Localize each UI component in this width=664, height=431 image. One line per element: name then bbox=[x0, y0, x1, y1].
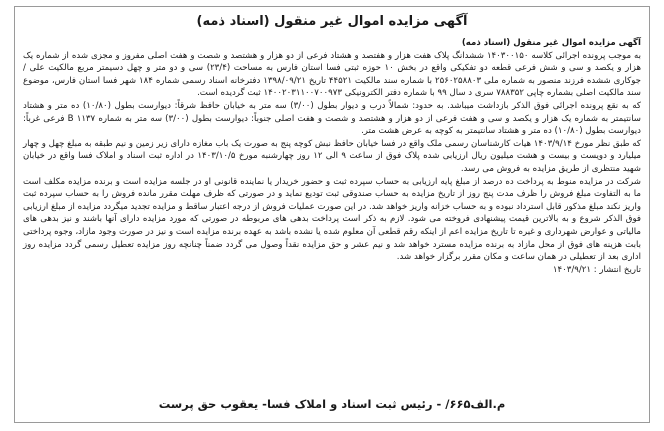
reference-code: /۶۶۵م.الف bbox=[445, 397, 506, 411]
paragraph-appraisal: که طبق نظر مورخ ۱۴۰۳/۹/۱۴ هیات کارشناسان رسمی ملک واقع در فسا خیابان حافظ نبش کوچه پنج به صورت یک باب مغازه دارای زیر زمین و نیم طبقه به مبلغ چهل و چهار میلیارد و دویست و بیست و هشت میلیون ریال ارزیابی شده پلاک فوق از ساعت ۹ الی ۱۲ روز چهارشنبه مورخ ۱۴۰۳/۱۰/۵ در اداره ثبت اسناد و املاک فسا واقع در خیابان شهید منتظری از طریق مزایده به فروش می رسد. bbox=[23, 138, 642, 174]
paragraph-boundaries: که به نقع پرونده اجرائی فوق الذکر بازداشت میباشد. به حدود: شمالاً درب و دیوار بطول (۳/۰۰) سه متر به خیابان حافظ شرقاً: دیوارست بطول (۱۰/۸۰) ده متر و هشتاد سانتیمتر به شماره یک هزار و یکصد و سی و هفت فرعی از دو هزار و هشتصد و شصت و هفت اصلی جنوباً: دیوارست بطول (۳/۰۰) سه متر به شماره ۱۱۳۷ B فرعی غرباً: دیوارست بطول (۱۰/۸۰) ده متر و هشتاد سانتیمتر به کوچه به عرض هشت متر. bbox=[23, 100, 642, 137]
notice-frame bbox=[14, 6, 650, 423]
notice-heading: آگهی مزایده اموال غیر منقول (اسناد ذمه) bbox=[461, 38, 641, 48]
paragraph-property-description: به موجب پرونده اجرائی کلاسه ۱۴۰۳۰۰۱۵۰ ششدانگ پلاک هفت هزار و هفتصد و هشتاد فرعی از دو هزار و هشتصد و شصت و هفت اصلی مفروز و مجزی شده از شماره یک هزار و یکصد و سی و شش فرعی قطعه دو تفکیکی واقع در بخش ۱۰ حوزه ثبتی فسا استان فارس به مساحت (۲۳/۴) سی و دو متر و چهل دسیمتر مربع مالکیت علی / جوکاری ششده فرزند منصور به شماره ملی ۲۵۶۰۲۵۸۸۰۳ با شماره سند مالکیت ۴۴۵۲۱ تاریخ ۱۳۹۸/۰۹/۲۱ دفترخانه اسناد رسمی شماره ۱۸۴ شهر فسا استان فارس، موضوع سند مالکیت اصلی بشماره چاپی ۷۸۸۳۵۲ سری د سال ۹۹ با شماره دفتر الکترونیکی ۱۴۰۰۲۰۳۱۱۰۰۷۰۰۹۷۳ ثبت گردیده است. bbox=[23, 50, 641, 99]
publication-date: تاریخ انتشار : ۱۴۰۳/۹/۲۱ bbox=[552, 264, 641, 275]
signature-line bbox=[23, 396, 641, 416]
paragraph-terms: شرکت در مزایده منوط به پرداخت ده درصد از مبلغ پایه ارزیابی به حساب سپرده ثبت و حضور خریدار یا نماینده قانونی او در جلسه مزایده است و برنده مزایده مکلف است ما به التفاوت مبلغ فروش را ظرف مدت پنج روز از تاریخ مزایده به حساب صندوقی ثبت تودیع نماید و در صورتی که ظرف مهلت مقرر مانده فروش را به حساب سپرده ثبت واریز نکند مبلغ مذکور قابل استرداد نبوده و به حساب خزانه واریز خواهد شد. در این صورت عملیات فروش از درجه اعتبار ساقط و مزایده تجدید میگردد مزایده از مبلغ ارزیابی فوق الذکر شروع و به بالاترین قیمت پیشنهادی فروخته می شود. لازم به ذکر است پرداخت بدهی های مربوطه در صورتی که مورد مزایده دارای آنها باشند و نیز بدهی های مالیاتی و عوارض شهرداری و غیره تا تاریخ مزایده اعم از اینکه رقم قطعی آن معلوم شده یا نشده باشد به عهده برنده مزایده است و نیز در صورت وجود مازاد، وجوه پرداختی بابت هزینه های فوق از محل مازاد به برنده مزایده مسترد خواهد شد و نیم عشر و حق مزایده نقداً وصول می گردد ضمناً چنانچه روز مزایده تعطیل رسمی گردد مزایده روز اداری بعد از تعطیلی در همان ساعت و مکان مقرر برگزار خواهد شد. bbox=[22, 176, 641, 263]
signatory: - رئیس ثبت اسناد و املاک فسا- یعقوب حق پرست bbox=[158, 397, 442, 411]
notice-title: آگهی مزایده اموال غیر منقول (اسناد ذمه) bbox=[196, 14, 468, 29]
